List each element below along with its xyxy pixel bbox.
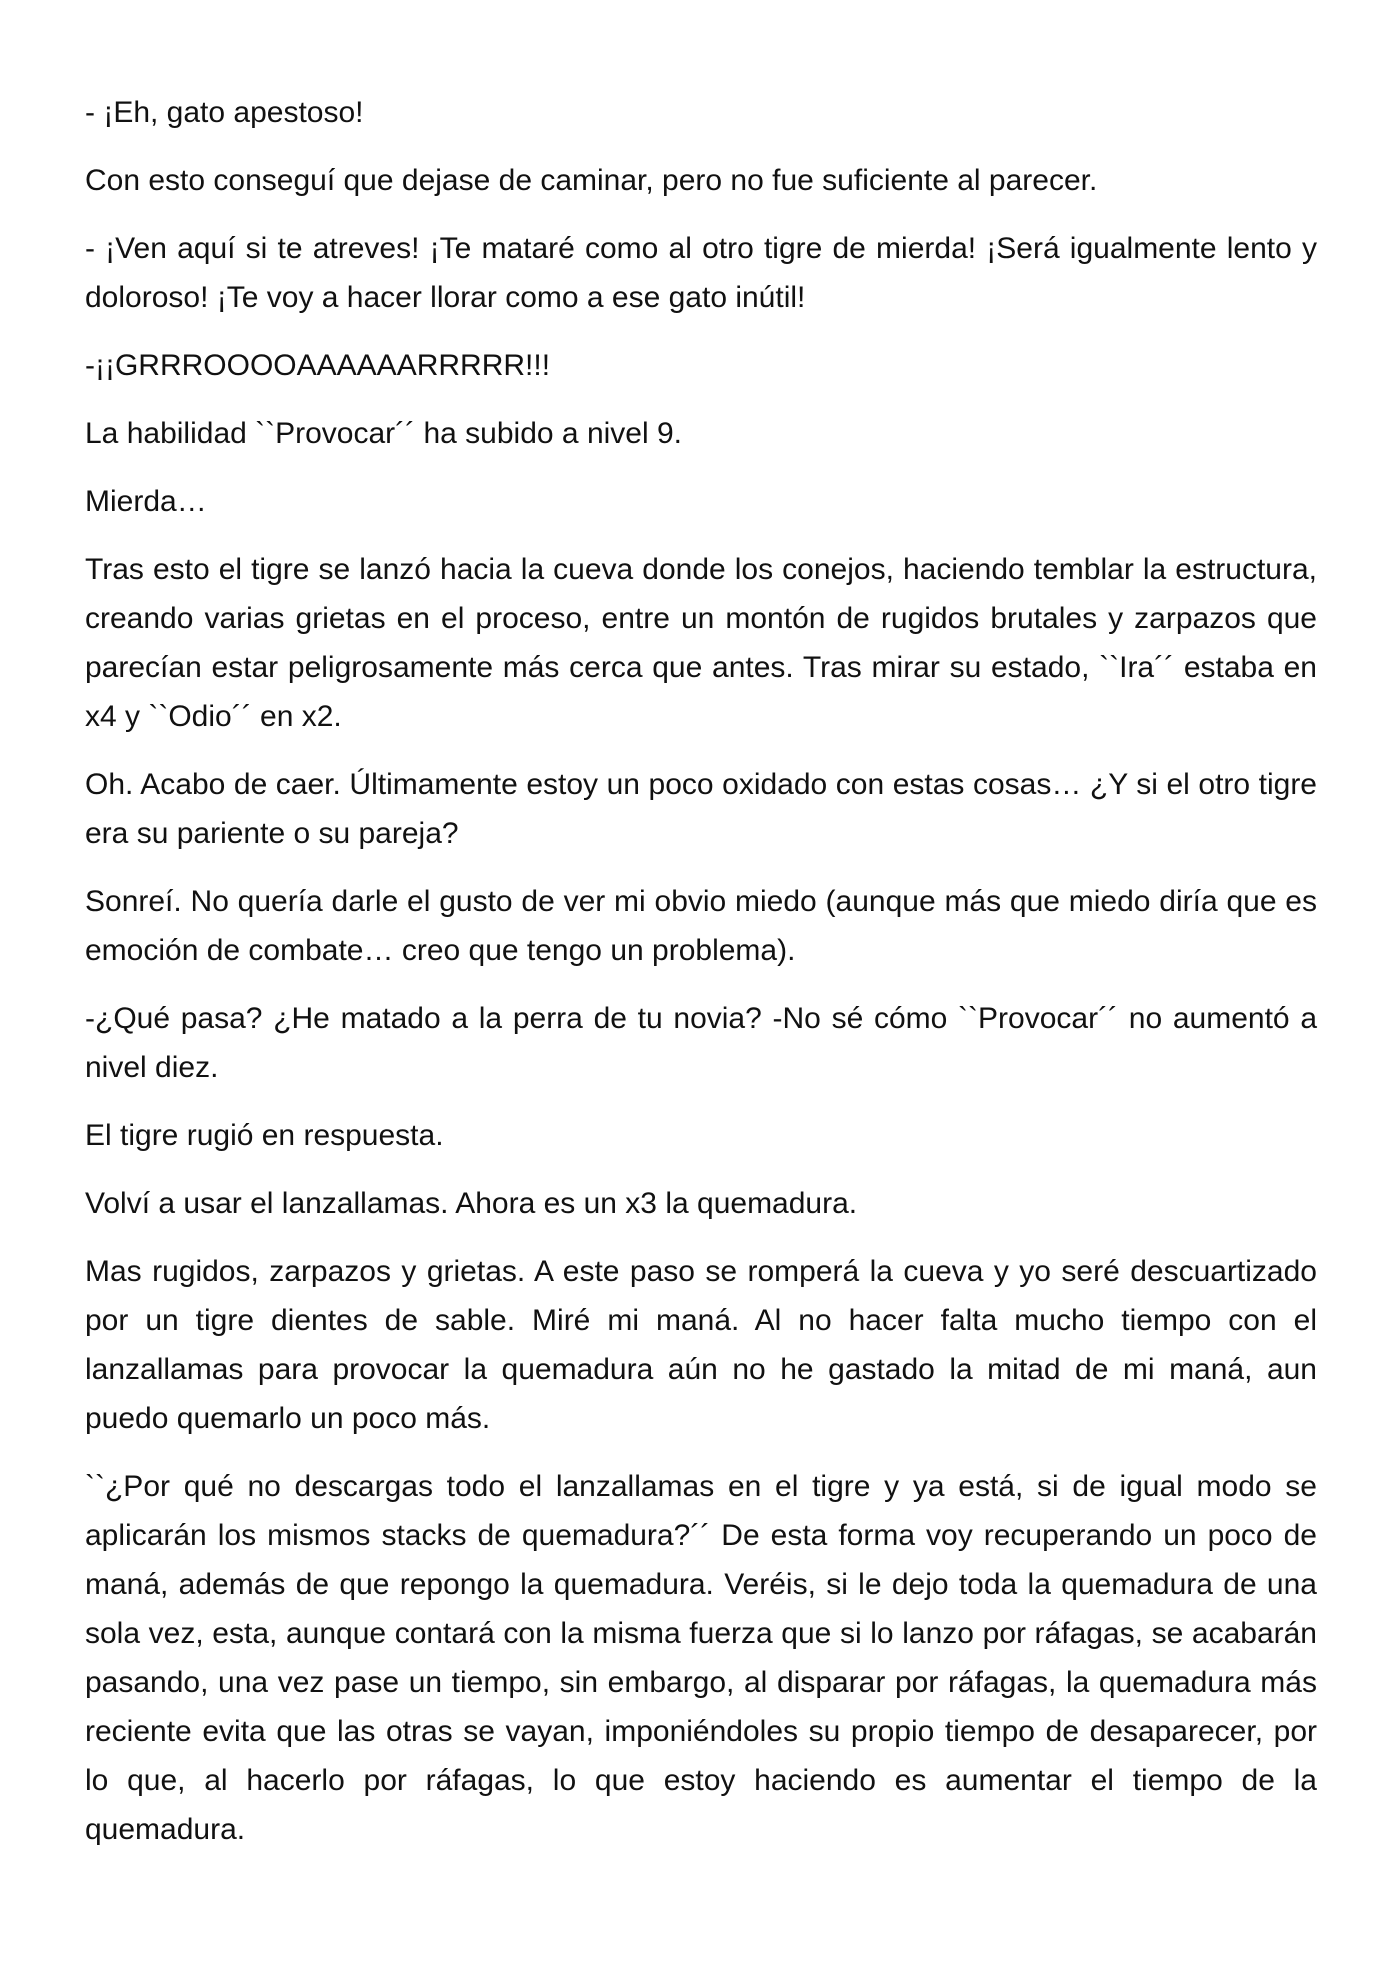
paragraph-13: Mas rugidos, zarpazos y grietas. A este paso se romperá la cueva y yo seré descuartizado por un tigre dientes de sable. Miré mi maná. Al no hacer falta mucho tiempo con el lanzallamas para provocar la quemadura aún no he gastado la mitad de mi maná, aun puedo quemarlo un poco más. (85, 1255, 1317, 1435)
paragraph-12: Volví a usar el lanzallamas. Ahora es un x3 la quemadura. (85, 1187, 858, 1220)
paragraph-5: La habilidad ``Provocar´´ ha subido a nivel 9. (85, 417, 682, 450)
paragraph-6: Mierda… (85, 485, 207, 518)
paragraph-8: Oh. Acabo de caer. Últimamente estoy un poco oxidado con estas cosas… ¿Y si el otro tigre era su pariente o su pareja? (85, 768, 1317, 850)
paragraph-14: ``¿Por qué no descargas todo el lanzallamas en el tigre y ya está, si de igual modo se aplicarán los mismos stacks de quemadura?´´ De esta forma voy recuperando un poco de maná, además de que repongo la quemadura. Veréis, si le dejo toda la quemadura de una sola vez, esta, aunque contará con la misma fuerza que si lo lanzo por ráfagas, se acabarán pasando, una vez pase un tiempo, sin embargo, al disparar por ráfagas, la quemadura más reciente evita que las otras se vayan, imponiéndoles su propio tiempo de desaparecer, por lo que, al hacerlo por ráfagas, lo que estoy haciendo es aumentar el tiempo de la quemadura. (85, 1470, 1317, 1846)
paragraph-2: Con esto conseguí que dejase de caminar, pero no fue suficiente al parecer. (85, 164, 1098, 197)
paragraph-9: Sonreí. No quería darle el gusto de ver mi obvio miedo (aunque más que miedo diría que es emoción de combate… creo que tengo un problema). (85, 885, 1317, 967)
paragraph-4: -¡¡GRRROOOOAAAAAARRRRR!!! (85, 349, 551, 382)
document-page (85, 88, 1317, 1873)
paragraph-7: Tras esto el tigre se lanzó hacia la cueva donde los conejos, haciendo temblar la estructura, creando varias grietas en el proceso, entre un montón de rugidos brutales y zarpazos que parecían estar peligrosamente más cerca que antes. Tras mirar su estado, ``Ira´´ estaba en x4 y ``Odio´´ en x2. (85, 553, 1317, 733)
paragraph-11: El tigre rugió en respuesta. (85, 1119, 444, 1152)
paragraph-1: - ¡Eh, gato apestoso! (85, 96, 364, 129)
paragraph-3: - ¡Ven aquí si te atreves! ¡Te mataré como al otro tigre de mierda! ¡Será igualmente lento y doloroso! ¡Te voy a hacer llorar como a ese gato inútil! (85, 232, 1317, 314)
paragraph-10: -¿Qué pasa? ¿He matado a la perra de tu novia? -No sé cómo ``Provocar´´ no aumentó a nivel diez. (85, 1002, 1317, 1084)
